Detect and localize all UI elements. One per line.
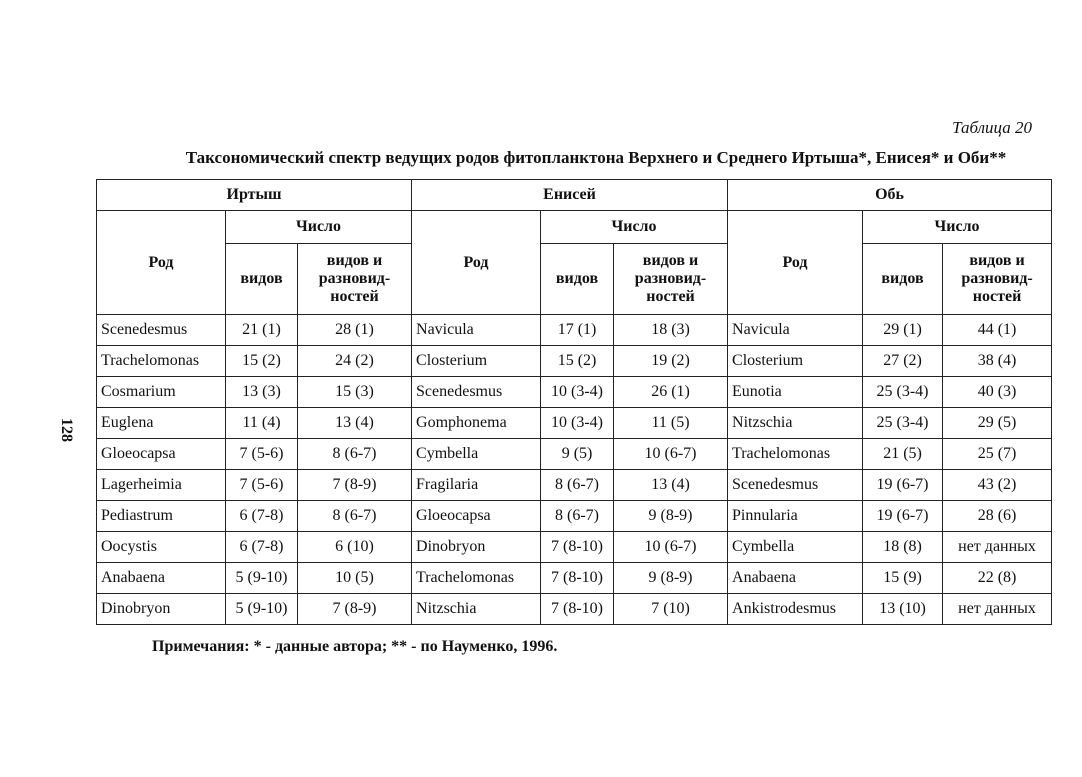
- genus-cell: Pinnularia: [728, 501, 863, 532]
- species-count-cell: 15 (2): [226, 346, 298, 377]
- species-count-cell: 7 (8-10): [541, 594, 614, 625]
- varieties-header: видов и разновид-ностей: [298, 244, 412, 315]
- genus-cell: Trachelomonas: [728, 439, 863, 470]
- table-row: [97, 563, 1052, 594]
- genus-cell: Closterium: [412, 346, 541, 377]
- genus-cell: Lagerheimia: [97, 470, 226, 501]
- genus-cell: Scenedesmus: [412, 377, 541, 408]
- genus-cell: Closterium: [728, 346, 863, 377]
- river-header-ob: Обь: [728, 180, 1052, 211]
- species-count-cell: 8 (6-7): [541, 501, 614, 532]
- species-count-cell: 29 (1): [863, 315, 943, 346]
- genus-cell: Navicula: [728, 315, 863, 346]
- varieties-count-cell: 7 (10): [614, 594, 728, 625]
- genus-cell: Euglena: [97, 408, 226, 439]
- genus-cell: Oocystis: [97, 532, 226, 563]
- genus-cell: Gloeocapsa: [97, 439, 226, 470]
- species-count-cell: 17 (1): [541, 315, 614, 346]
- genus-cell: Trachelomonas: [412, 563, 541, 594]
- varieties-header: видов и разновид-ностей: [943, 244, 1052, 315]
- table-title: Таксономический спектр ведущих родов фитопланктона Верхнего и Среднего Иртыша*, Енисея* и Оби**: [185, 148, 1007, 167]
- species-header: видов: [541, 244, 614, 315]
- genus-cell: Gomphonema: [412, 408, 541, 439]
- varieties-count-cell: 8 (6-7): [298, 501, 412, 532]
- species-count-cell: 27 (2): [863, 346, 943, 377]
- genus-cell: Trachelomonas: [97, 346, 226, 377]
- genus-cell: Gloeocapsa: [412, 501, 541, 532]
- species-count-cell: 7 (5-6): [226, 439, 298, 470]
- table-row: [97, 377, 1052, 408]
- genus-header: Род: [412, 211, 541, 315]
- species-count-cell: 8 (6-7): [541, 470, 614, 501]
- table-row: [97, 594, 1052, 625]
- varieties-count-cell: 8 (6-7): [298, 439, 412, 470]
- genus-cell: Scenedesmus: [97, 315, 226, 346]
- species-count-cell: 10 (3-4): [541, 408, 614, 439]
- species-count-cell: 6 (7-8): [226, 532, 298, 563]
- genus-cell: Cymbella: [728, 532, 863, 563]
- varieties-count-cell: 26 (1): [614, 377, 728, 408]
- table-row: [97, 315, 1052, 346]
- varieties-count-cell: 18 (3): [614, 315, 728, 346]
- genus-cell: Dinobryon: [97, 594, 226, 625]
- river-header-irtysh: Иртыш: [97, 180, 412, 211]
- varieties-header: видов и разновид-ностей: [614, 244, 728, 315]
- varieties-count-cell: 9 (8-9): [614, 501, 728, 532]
- table-row: [97, 346, 1052, 377]
- varieties-count-cell: 10 (6-7): [614, 532, 728, 563]
- table-label: Таблица 20: [952, 118, 1032, 137]
- varieties-count-cell: 44 (1): [943, 315, 1052, 346]
- species-count-cell: 5 (9-10): [226, 594, 298, 625]
- genus-cell: Pediastrum: [97, 501, 226, 532]
- genus-cell: Eunotia: [728, 377, 863, 408]
- river-header-yenisei: Енисей: [412, 180, 728, 211]
- varieties-count-cell: нет данных: [943, 532, 1052, 563]
- species-count-cell: 25 (3-4): [863, 408, 943, 439]
- varieties-count-cell: 24 (2): [298, 346, 412, 377]
- varieties-count-cell: 25 (7): [943, 439, 1052, 470]
- genus-cell: Cymbella: [412, 439, 541, 470]
- varieties-count-cell: 6 (10): [298, 532, 412, 563]
- species-count-cell: 9 (5): [541, 439, 614, 470]
- table-body: [97, 315, 1052, 625]
- species-count-cell: 25 (3-4): [863, 377, 943, 408]
- varieties-count-cell: 19 (2): [614, 346, 728, 377]
- genus-cell: Anabaena: [728, 563, 863, 594]
- species-count-cell: 13 (10): [863, 594, 943, 625]
- table-row: [97, 408, 1052, 439]
- varieties-count-cell: 15 (3): [298, 377, 412, 408]
- species-header: видов: [863, 244, 943, 315]
- table-row: [97, 470, 1052, 501]
- species-count-cell: 6 (7-8): [226, 501, 298, 532]
- varieties-count-cell: нет данных: [943, 594, 1052, 625]
- varieties-count-cell: 22 (8): [943, 563, 1052, 594]
- varieties-count-cell: 11 (5): [614, 408, 728, 439]
- varieties-count-cell: 40 (3): [943, 377, 1052, 408]
- species-header: видов: [226, 244, 298, 315]
- taxonomic-table: [96, 179, 1052, 625]
- species-count-cell: 5 (9-10): [226, 563, 298, 594]
- species-count-cell: 7 (8-10): [541, 532, 614, 563]
- species-count-cell: 10 (3-4): [541, 377, 614, 408]
- varieties-count-cell: 7 (8-9): [298, 594, 412, 625]
- page-number: 128: [58, 418, 75, 442]
- varieties-count-cell: 43 (2): [943, 470, 1052, 501]
- genus-cell: Anabaena: [97, 563, 226, 594]
- varieties-count-cell: 13 (4): [298, 408, 412, 439]
- species-count-cell: 7 (5-6): [226, 470, 298, 501]
- genus-cell: Nitzschia: [412, 594, 541, 625]
- species-count-cell: 15 (2): [541, 346, 614, 377]
- species-count-cell: 19 (6-7): [863, 470, 943, 501]
- genus-header: Род: [97, 211, 226, 315]
- varieties-count-cell: 13 (4): [614, 470, 728, 501]
- varieties-count-cell: 38 (4): [943, 346, 1052, 377]
- genus-cell: Fragilaria: [412, 470, 541, 501]
- genus-cell: Nitzschia: [728, 408, 863, 439]
- genus-cell: Ankistrodesmus: [728, 594, 863, 625]
- varieties-count-cell: 7 (8-9): [298, 470, 412, 501]
- varieties-count-cell: 28 (1): [298, 315, 412, 346]
- genus-header: Род: [728, 211, 863, 315]
- number-header: Число: [863, 211, 1052, 244]
- varieties-count-cell: 9 (8-9): [614, 563, 728, 594]
- species-count-cell: 7 (8-10): [541, 563, 614, 594]
- varieties-count-cell: 10 (6-7): [614, 439, 728, 470]
- species-count-cell: 21 (5): [863, 439, 943, 470]
- table-notes: Примечания: * - данные автора; ** - по Науменко, 1996.: [152, 638, 558, 655]
- species-count-cell: 11 (4): [226, 408, 298, 439]
- varieties-count-cell: 28 (6): [943, 501, 1052, 532]
- table-row: [97, 501, 1052, 532]
- number-header: Число: [541, 211, 728, 244]
- genus-cell: Dinobryon: [412, 532, 541, 563]
- genus-cell: Navicula: [412, 315, 541, 346]
- genus-cell: Scenedesmus: [728, 470, 863, 501]
- species-count-cell: 18 (8): [863, 532, 943, 563]
- species-count-cell: 19 (6-7): [863, 501, 943, 532]
- varieties-count-cell: 29 (5): [943, 408, 1052, 439]
- varieties-count-cell: 10 (5): [298, 563, 412, 594]
- species-count-cell: 21 (1): [226, 315, 298, 346]
- number-header: Число: [226, 211, 412, 244]
- table-row: [97, 439, 1052, 470]
- species-count-cell: 13 (3): [226, 377, 298, 408]
- species-count-cell: 15 (9): [863, 563, 943, 594]
- genus-cell: Cosmarium: [97, 377, 226, 408]
- table-row: [97, 532, 1052, 563]
